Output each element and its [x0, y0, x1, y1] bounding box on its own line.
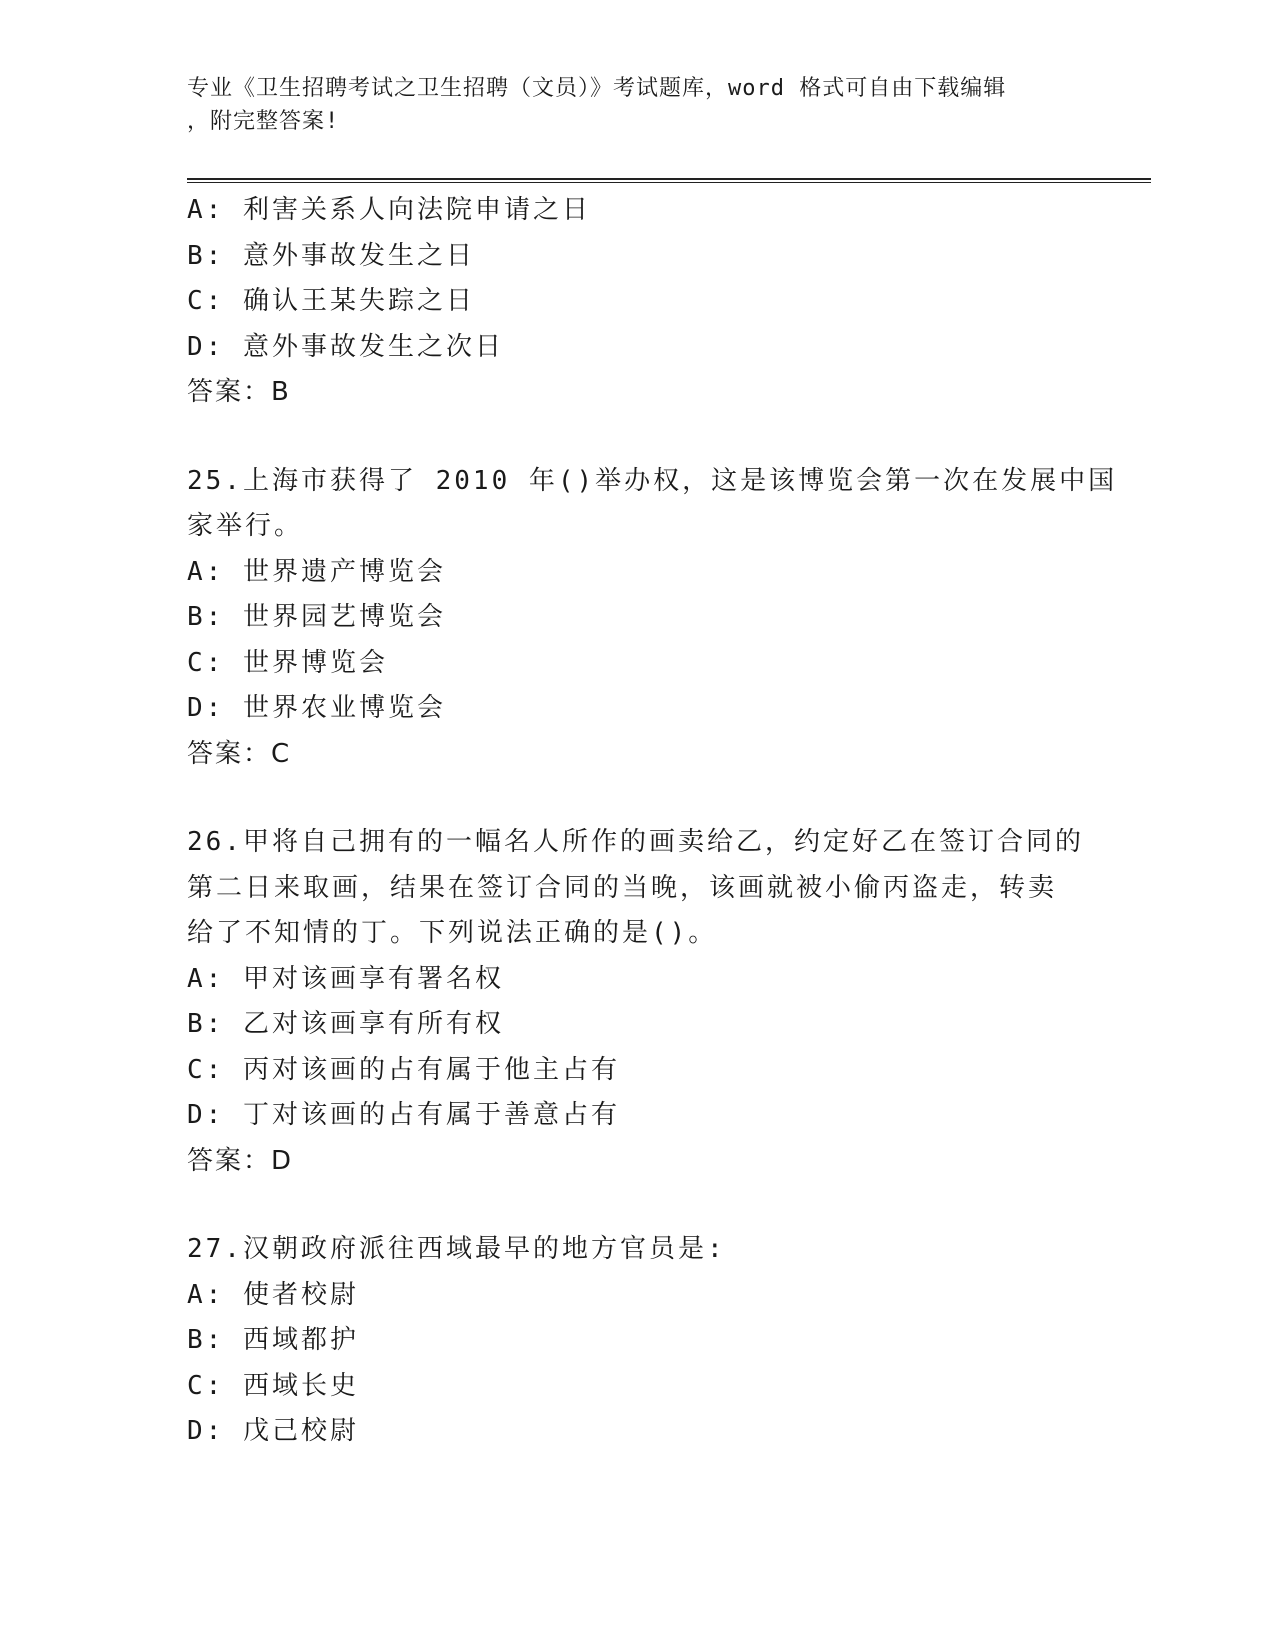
question-26 — [187, 820, 1087, 1184]
header-divider-thick — [187, 178, 1151, 180]
question-stem-line: 26.甲将自己拥有的一幅名人所作的画卖给乙，约定好乙在签订合同的 — [187, 827, 1084, 857]
option-a: A: 甲对该画享有署名权 — [187, 963, 504, 994]
question-stem-line: 第二日来取画，结果在签订合同的当晚，该画就被小偷丙盗走，转卖 — [187, 872, 1058, 903]
option-d: D: 丁对该画的占有属于善意占有 — [187, 1100, 620, 1130]
spacer — [187, 1184, 1087, 1227]
option-d: D: 戊己校尉 — [187, 1416, 359, 1446]
question-list — [187, 188, 1118, 1455]
spacer — [187, 777, 1087, 820]
answer-line: 答案：D — [187, 1145, 294, 1176]
question-25 — [187, 459, 1118, 778]
option-c: C: 世界博览会 — [187, 647, 388, 678]
option-a: A: 利害关系人向法院申请之日 — [187, 195, 591, 225]
answer-line: 答案：B — [187, 377, 291, 407]
spacer — [187, 416, 1087, 459]
answer-line: 答案：C — [187, 738, 292, 769]
option-b: B: 乙对该画享有所有权 — [187, 1009, 504, 1039]
option-b: B: 西域都护 — [187, 1325, 359, 1355]
option-b: B: 世界园艺博览会 — [187, 602, 446, 632]
option-c: C: 确认王某失踪之日 — [187, 286, 475, 316]
document-header — [187, 72, 1067, 138]
question-stem-line: 25.上海市获得了 2010 年()举办权，这是该博览会第一次在发展中国 — [187, 465, 1118, 496]
header-line-1: 专业《卫生招聘考试之卫生招聘（文员）》考试题库，word 格式可自由下载编辑 — [187, 76, 1007, 101]
option-a: A: 使者校尉 — [187, 1279, 359, 1310]
question-stem-line: 27.汉朝政府派往西域最早的地方官员是: — [187, 1234, 726, 1264]
option-c: C: 西域长史 — [187, 1370, 359, 1401]
question-stem-line: 家举行。 — [187, 511, 304, 541]
header-line-2: ，附完整答案! — [187, 109, 340, 134]
option-d: D: 世界农业博览会 — [187, 693, 446, 723]
option-d: D: 意外事故发生之次日 — [187, 331, 504, 362]
option-c: C: 丙对该画的占有属于他主占有 — [187, 1054, 620, 1085]
option-b: B: 意外事故发生之日 — [187, 240, 475, 271]
header-divider-thin — [187, 182, 1151, 183]
question-24 — [187, 188, 1087, 416]
question-stem-line: 给了不知情的丁。下列说法正确的是()。 — [187, 918, 718, 948]
option-a: A: 世界遗产博览会 — [187, 556, 446, 587]
question-27 — [187, 1227, 1087, 1455]
